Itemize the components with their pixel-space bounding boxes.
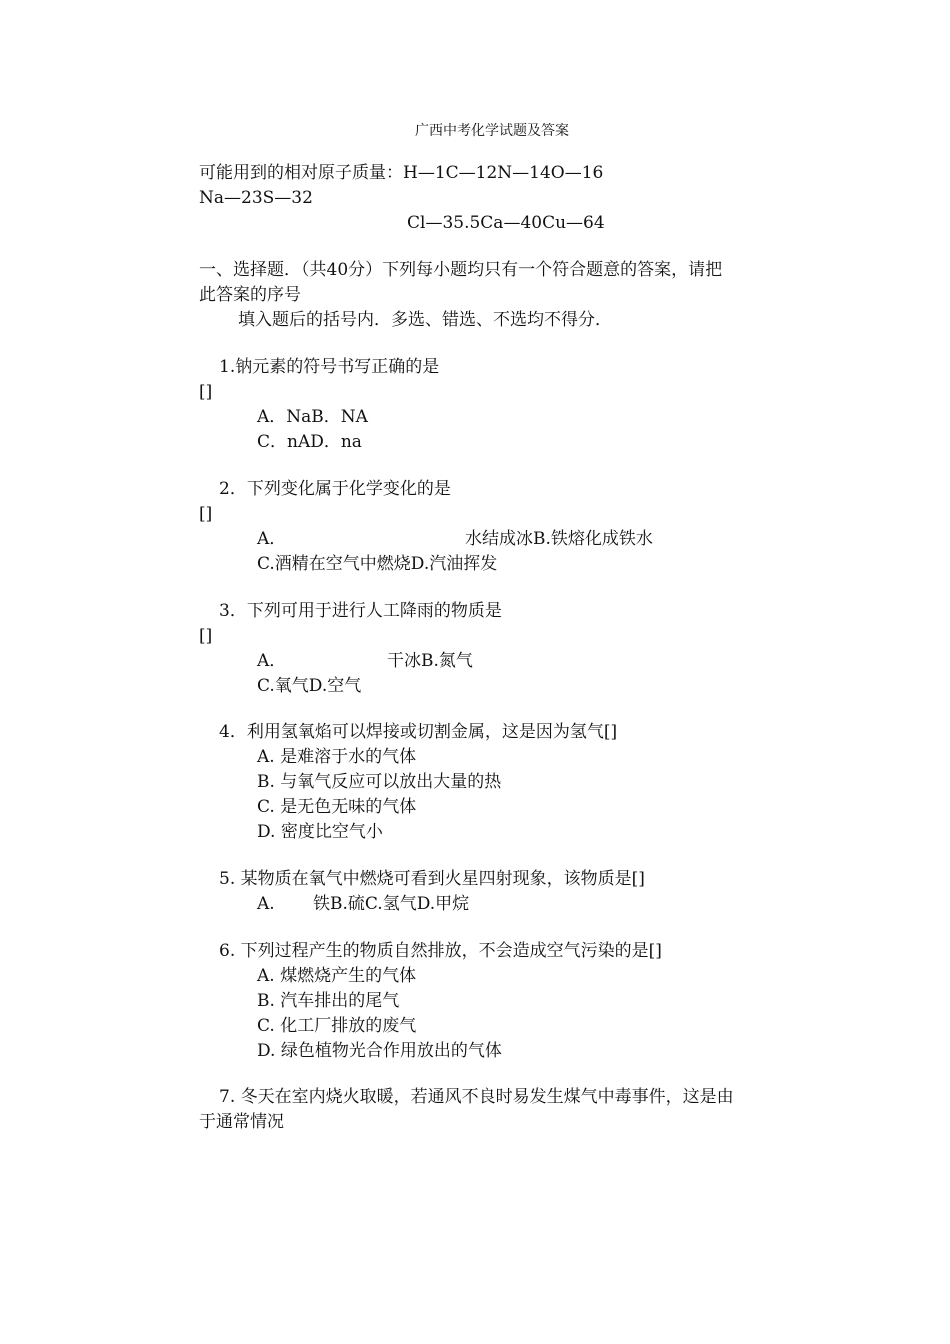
q5-options: 铁B.硫C.氢气D.甲烷 [313, 894, 470, 914]
q6-option-d: D. 绿色植物光合作用放出的气体 [257, 1041, 502, 1061]
q7-stem-line-2: 于通常情况 [199, 1112, 284, 1132]
q2-options-cd: C.酒精在空气中燃烧D.汽油挥发 [257, 554, 498, 574]
q1-stem: 1.钠元素的符号书写正确的是 [219, 357, 440, 377]
section-heading-line-3: 填入题后的括号内．多选、错选、不选均不得分． [238, 310, 612, 330]
q7-stem-line-1: 7. 冬天在室内烧火取暖，若通风不良时易发生煤气中毒事件，这是由 [219, 1087, 734, 1107]
q6-option-c: C. 化工厂排放的废气 [257, 1016, 417, 1036]
q4-option-a: A. 是难溶于水的气体 [257, 747, 417, 767]
q2-stem: 2．下列变化属于化学变化的是 [219, 479, 451, 499]
q3-options-ab: 干冰B.氮气 [387, 651, 473, 671]
q1-options-ab: A．NaB．NA [257, 407, 368, 427]
q4-option-c: C. 是无色无味的气体 [257, 797, 417, 817]
atomic-mass-line-3: Cl—35.5Ca—40Cu—64 [407, 213, 605, 233]
q2-options-ab: 水结成冰B.铁熔化成铁水 [465, 529, 653, 549]
q4-option-b: B. 与氧气反应可以放出大量的热 [257, 772, 502, 792]
atomic-mass-line-1: 可能用到的相对原子质量：H—1C—12N—14O—16 [199, 163, 604, 183]
atomic-mass-line-2: Na—23S—32 [199, 188, 313, 208]
q6-option-a: A. 煤燃烧产生的气体 [257, 966, 417, 986]
q4-stem: 4．利用氢氧焰可以焊接或切割金属，这是因为氢气[] [219, 722, 618, 742]
q1-bracket: [] [199, 382, 213, 402]
q6-stem: 6. 下列过程产生的物质自然排放，不会造成空气污染的是[] [219, 941, 662, 961]
q5-option-a-label: A. [257, 894, 275, 914]
q3-bracket: [] [199, 626, 213, 646]
q3-options-cd: C.氧气D.空气 [257, 676, 362, 696]
q2-option-a-label: A． [257, 529, 287, 549]
q5-stem: 5. 某物质在氧气中燃烧可看到火星四射现象，该物质是[] [219, 869, 645, 889]
q3-stem: 3．下列可用于进行人工降雨的物质是 [219, 601, 502, 621]
section-heading-line-2: 此答案的序号 [199, 285, 301, 305]
doc-title: 广西中考化学试题及答案 [415, 123, 569, 139]
q2-bracket: [] [199, 504, 213, 524]
q6-option-b: B. 汽车排出的尾气 [257, 991, 400, 1011]
q4-option-d: D. 密度比空气小 [257, 822, 383, 842]
q3-option-a-label: A． [257, 651, 287, 671]
section-heading-line-1: 一、选择题．（共40分）下列每小题均只有一个符合题意的答案，请把 [199, 260, 723, 280]
q1-options-cd: C．nAD．na [257, 432, 362, 452]
